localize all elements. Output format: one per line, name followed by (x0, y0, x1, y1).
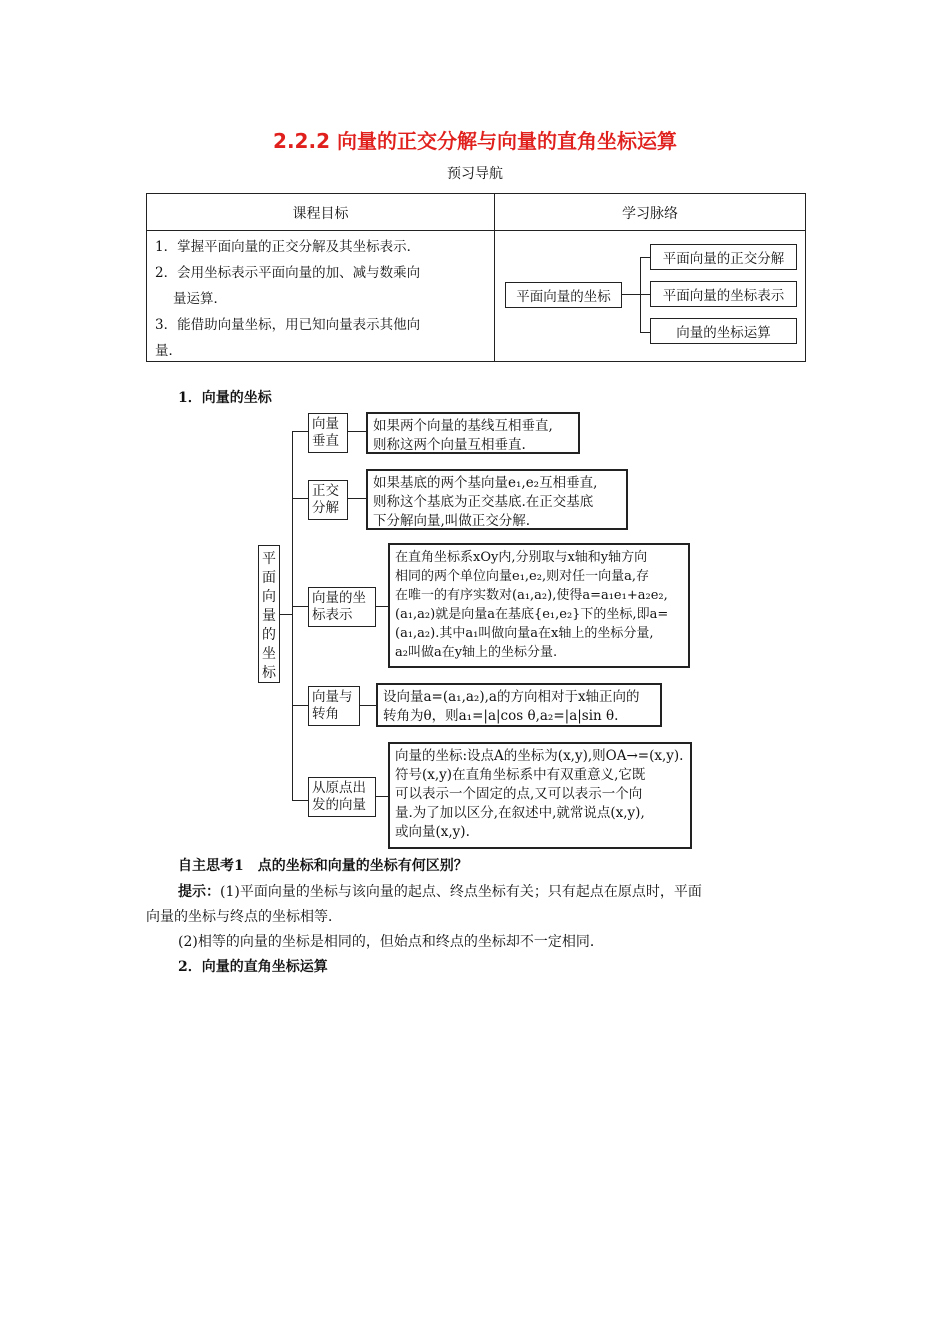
goal-line: 量． (155, 343, 182, 359)
route-root: 平面向量的坐标 (505, 282, 622, 308)
map-node-desc: 如果基底的两个基向量e₁,e₂互相垂直, 则称这个基底为正交基底.在正交基底 下分解向量,叫做正交分解. (366, 469, 628, 530)
page-title: 2.2.2 向量的正交分解与向量的直角坐标运算 (273, 129, 677, 153)
map-node-desc: 向量的坐标:设点A的坐标为(x,y),则OA→=(x,y). 符号(x,y)在直角坐标系中有双重意义,它既 可以表示一个固定的点,又可以表示一个向 量.为了加以区分,在叙述中,就常说点(x,y), 或向量(x,y). (388, 742, 692, 849)
map-node-desc: 如果两个向量的基线互相垂直, 则称这两个向量互相垂直. (366, 412, 580, 454)
hint-line: 提示：(1)平面向量的坐标与该向量的起点、终点坐标有关；只有起点在原点时，平面 (178, 884, 702, 900)
map-node-label: 向量与 转角 (308, 686, 360, 726)
map-node-desc: 在直角坐标系xOy内,分别取与x轴和y轴方向 相同的两个单位向量e₁,e₂,则对任一向量a,存 在唯一的有序实数对(a₁,a₂),使得a=a₁e₁+a₂e₂, (a₁,a₂)就是向量a在基底{e₁,e₂}下的坐标,即a= (a₁,a₂).其中a₁叫做向量a在x轴上的坐标分量, a₂叫做a在y轴上的坐标分量. (388, 543, 690, 668)
map-node-label: 向量 垂直 (308, 413, 348, 453)
preview-table (146, 193, 806, 362)
subtitle: 预习导航 (447, 166, 503, 182)
goal-line: 3．能借助向量坐标，用已知向量表示其他向 (155, 317, 421, 333)
hint-line: 向量的坐标与终点的坐标相等． (146, 909, 342, 925)
goal-line: 1．掌握平面向量的正交分解及其坐标表示． (155, 239, 421, 255)
hint-label: 提示： (178, 884, 220, 900)
goal-line: 2．会用坐标表示平面向量的加、减与数乘向 (155, 265, 421, 281)
route-item: 向量的坐标运算 (650, 318, 797, 344)
route-item: 平面向量的坐标表示 (650, 281, 797, 307)
map-node-label: 从原点出 发的向量 (308, 777, 376, 817)
route-item: 平面向量的正交分解 (650, 244, 797, 270)
section-heading: 1．向量的坐标 (178, 390, 272, 406)
section-heading: 2．向量的直角坐标运算 (178, 959, 328, 975)
goals-list (155, 234, 490, 364)
map-root: 平 面 向 量 的 坐 标 (258, 545, 280, 683)
map-node-desc: 设向量a=(a₁,a₂),a的方向相对于x轴正向的 转角为θ，则a₁=|a|cos θ,a₂=|a|sin θ. (376, 683, 662, 727)
map-node-label: 正交 分解 (308, 480, 348, 520)
think-question: 自主思考1 点的坐标和向量的坐标有何区别？ (178, 858, 468, 874)
map-node-label: 向量的坐 标表示 (308, 587, 376, 627)
hint-line: (2)相等的向量的坐标是相同的，但始点和终点的坐标却不一定相同． (178, 934, 604, 950)
goal-line: 量运算． (173, 291, 227, 307)
route-header: 学习脉络 (622, 206, 678, 222)
goals-header: 课程目标 (292, 206, 349, 222)
